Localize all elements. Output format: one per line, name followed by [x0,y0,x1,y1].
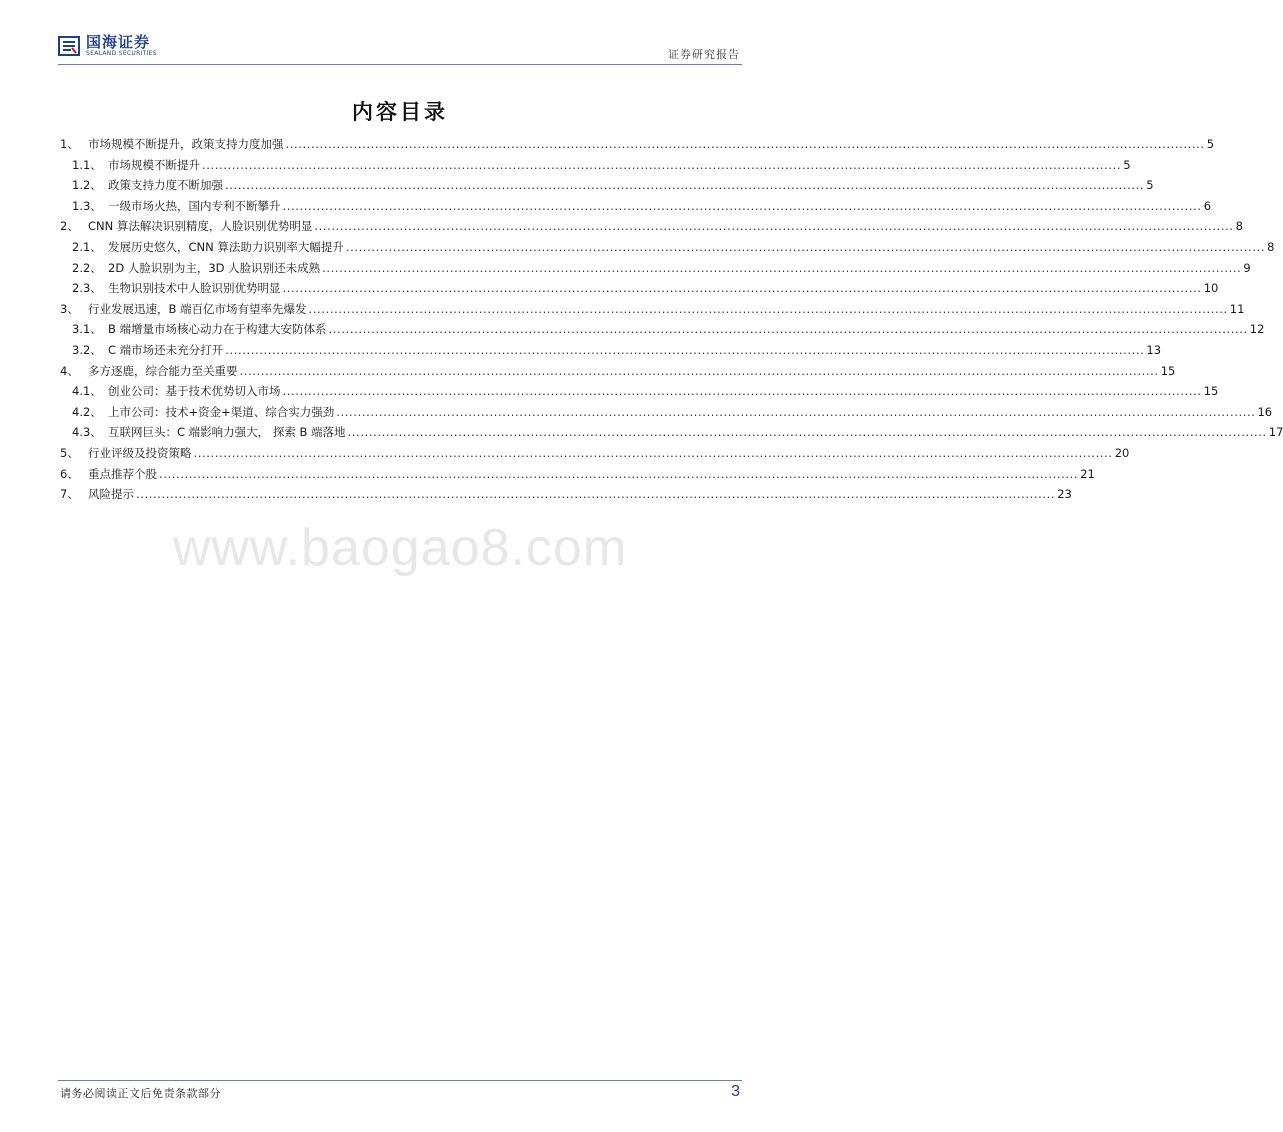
toc-entry[interactable] [60,258,1251,279]
toc-entry-title: 上市公司：技术+资金+渠道、综合实力强劲 [108,404,335,419]
toc-entry[interactable] [60,237,1275,258]
toc-entry[interactable] [60,381,1219,402]
toc-entry-number: 1.1、 [72,157,102,172]
watermark: www.baogao8.com [172,519,628,577]
toc-entry-number: 1、 [60,137,79,151]
toc-leader-dots: ........................................................................................................................................................................................................................ [328,322,1248,337]
toc-leader-dots: ........................................................................................................................................................................................................................ [239,363,1159,378]
toc-entry-title: C 端市场还未充分打开 [108,342,224,357]
toc-entry-title: 多方逐鹿，综合能力至关重要 [88,363,238,378]
toc-entry-page: 11 [1229,301,1245,316]
toc-entry[interactable] [60,216,1243,237]
toc-entry-number: 2、 [60,219,79,234]
toc-entry[interactable] [60,402,1273,423]
toc-leader-dots: ........................................................................................................................................................................................................................ [282,384,1202,399]
toc-entry-title: 风险提示 [88,487,134,502]
toc-entry-number: 2.2、 [72,260,102,275]
table-of-contents [60,134,1283,505]
toc-entry-number: 2.3、 [72,281,102,296]
toc-entry-page: 17 [1268,425,1283,440]
toc-leader-dots: ........................................................................................................................................................................................................................ [202,157,1122,172]
toc-leader-dots: ........................................................................................................................................................................................................................ [282,198,1202,213]
toc-entry-title: 互联网巨头：C 端影响力强大， 探索 B 端落地 [108,425,346,440]
header-divider [58,64,742,65]
toc-entry-number: 6、 [60,466,79,481]
toc-leader-dots: ........................................................................................................................................................................................................................ [193,445,1113,460]
toc-entry-title: 创业公司：基于技术优势切入市场 [108,384,281,399]
toc-entry[interactable] [60,422,1283,443]
toc-entry-number: 4.1、 [72,384,102,399]
toc-entry-title: 行业发展迅速，B 端百亿市场有望率先爆发 [88,301,307,316]
toc-entry-page: 5 [1206,137,1215,151]
toc-entry-number: 1.2、 [72,178,102,193]
toc-entry-title: 2D 人脸识别为主，3D 人脸识别还未成熟 [108,260,321,275]
page-header [58,30,742,64]
toc-title: 内容目录 [352,100,448,124]
toc-leader-dots: ........................................................................................................................................................................................................................ [347,425,1267,440]
toc-leader-dots: ........................................................................................................................................................................................................................ [282,281,1202,296]
toc-entry-title: 发展历史悠久，CNN 算法助力识别率大幅提升 [108,239,344,254]
toc-entry-page: 5 [1123,157,1131,172]
toc-entry-title: 政策支持力度不断加强 [108,178,223,193]
toc-entry[interactable] [60,340,1162,361]
toc-entry-number: 1.3、 [72,198,102,213]
toc-entry-title: 重点推荐个股 [88,466,157,481]
toc-entry-number: 3.1、 [72,322,102,337]
brand-name-en: SEALAND SECURITIES [86,50,157,57]
report-type-label: 证券研究报告 [668,48,740,61]
toc-entry-page: 21 [1080,466,1095,481]
toc-entry[interactable] [60,484,1072,505]
toc-entry-number: 7、 [60,487,79,502]
page-number: 3 [731,1083,740,1100]
toc-entry-page: 8 [1267,239,1275,254]
toc-entry-page: 13 [1146,342,1162,357]
toc-entry[interactable] [60,299,1245,320]
toc-entry-page: 5 [1146,178,1154,193]
toc-entry-page: 16 [1257,404,1273,419]
toc-entry[interactable] [60,443,1130,464]
toc-leader-dots: ........................................................................................................................................................................................................................ [336,404,1256,419]
toc-entry[interactable] [60,155,1131,176]
brand-name-cn: 国海证券 [86,33,151,51]
toc-entry-number: 2.1、 [72,239,102,254]
toc-entry-page: 15 [1160,363,1176,378]
toc-leader-dots: ........................................................................................................................................................................................................................ [136,487,1056,502]
toc-entry[interactable] [60,319,1265,340]
toc-entry-page: 23 [1057,487,1072,502]
toc-entry-number: 3.2、 [72,342,102,357]
toc-entry-title: 生物识别技术中人脸识别优势明显 [108,281,281,296]
toc-entry-title: 一级市场火热，国内专利不断攀升 [108,198,281,213]
sealand-logo-icon [58,35,80,57]
toc-entry-title: B 端增量市场核心动力在于构建大安防体系 [108,322,327,337]
toc-entry-page: 6 [1203,198,1212,213]
toc-entry[interactable] [60,278,1219,299]
toc-entry[interactable] [60,196,1212,217]
brand-logo [58,34,157,58]
toc-entry[interactable] [60,175,1154,196]
toc-leader-dots: ........................................................................................................................................................................................................................ [159,466,1079,481]
footer-divider [58,1080,742,1081]
toc-entry-page: 10 [1203,281,1219,296]
toc-entry-title: 市场规模不断提升 [108,157,200,172]
toc-entry-page: 20 [1114,445,1130,460]
toc-entry-page: 9 [1243,260,1251,275]
toc-entry[interactable] [60,361,1176,382]
toc-leader-dots: ........................................................................................................................................................................................................................ [285,137,1205,151]
toc-entry-number: 4.2、 [72,404,102,419]
toc-entry-number: 3、 [60,301,79,316]
toc-entry-title: CNN 算法解决识别精度，人脸识别优势明显 [88,219,313,234]
toc-entry-number: 4.3、 [72,425,102,440]
disclaimer-note: 请务必阅读正文后免责条款部分 [60,1087,221,1100]
toc-entry[interactable] [60,464,1095,485]
toc-entry-title: 行业评级及投资策略 [88,445,192,460]
toc-leader-dots: ........................................................................................................................................................................................................................ [225,178,1145,193]
toc-entry-number: 5、 [60,445,79,460]
toc-entry[interactable] [60,134,1215,155]
toc-leader-dots: ........................................................................................................................................................................................................................ [322,260,1242,275]
toc-leader-dots: ........................................................................................................................................................................................................................ [345,239,1266,254]
toc-entry-page: 12 [1249,322,1265,337]
toc-leader-dots: ........................................................................................................................................................................................................................ [308,301,1228,316]
toc-entry-number: 4、 [60,363,79,378]
toc-leader-dots: ........................................................................................................................................................................................................................ [225,342,1145,357]
toc-entry-page: 8 [1235,219,1243,234]
toc-entry-title: 市场规模不断提升，政策支持力度加强 [88,137,284,151]
toc-entry-page: 15 [1203,384,1219,399]
toc-leader-dots: ........................................................................................................................................................................................................................ [314,219,1234,234]
